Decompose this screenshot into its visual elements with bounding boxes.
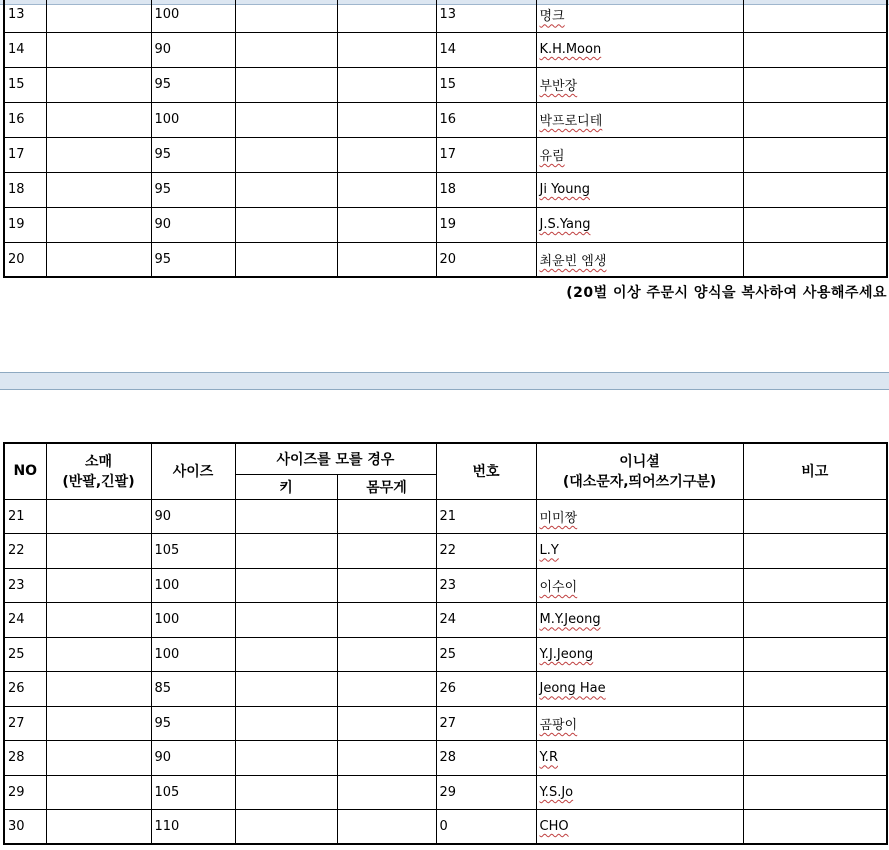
initial-text: CHO [539,819,569,834]
cell-body[interactable] [337,67,436,102]
cell-size[interactable]: 100 [151,102,235,137]
cell-size[interactable]: 105 [151,775,235,810]
header-initial-line2: (대소문자,띄어쓰기구분) [562,474,717,491]
cell-size[interactable]: 100 [151,603,235,638]
cell-sleeve[interactable] [46,67,151,102]
cell-height[interactable] [235,137,337,172]
table-row [4,568,887,603]
table-row [4,706,887,741]
cell-size[interactable]: 95 [151,706,235,741]
cell-size[interactable]: 95 [151,172,235,207]
initial-text: 명크 [539,9,565,25]
table-row [4,637,887,672]
cell-note[interactable] [743,534,887,569]
cell-sleeve[interactable] [46,672,151,707]
cell-height[interactable] [235,810,337,845]
table-row [4,102,887,137]
initial-text: 최윤빈 엠생 [539,253,607,269]
cell-no[interactable]: 16 [4,102,46,137]
cell-initial[interactable] [536,172,743,207]
cell-body[interactable] [337,706,436,741]
table-row [4,32,887,67]
cell-number[interactable]: 26 [436,672,536,707]
cell-number[interactable]: 22 [436,534,536,569]
cell-height[interactable] [235,32,337,67]
cell-no[interactable]: 25 [4,637,46,672]
cell-size[interactable]: 100 [151,0,235,32]
cell-note[interactable] [743,102,887,137]
cell-initial[interactable] [536,499,743,534]
cell-body[interactable] [337,534,436,569]
cell-height[interactable] [235,0,337,32]
cell-number[interactable]: 23 [436,568,536,603]
cell-note[interactable] [743,67,887,102]
cell-size[interactable]: 90 [151,32,235,67]
cell-height[interactable] [235,534,337,569]
cell-body[interactable] [337,102,436,137]
cell-sleeve[interactable] [46,102,151,137]
cell-sleeve[interactable] [46,706,151,741]
cell-sleeve[interactable] [46,137,151,172]
header-sleeve[interactable] [46,443,151,499]
cell-sleeve[interactable] [46,207,151,242]
cell-body[interactable] [337,32,436,67]
copy-form-note: (20벌 이상 주문시 양식을 복사하여 사용해주세요 [566,285,887,301]
table-row [4,499,887,534]
cell-size[interactable]: 100 [151,637,235,672]
cell-sleeve[interactable] [46,741,151,776]
header-unknown-size[interactable]: 사이즈를 모를 경우 [235,443,436,474]
cell-initial[interactable] [536,810,743,845]
cell-no[interactable]: 28 [4,741,46,776]
cell-no[interactable]: 19 [4,207,46,242]
table-row [4,67,887,102]
cell-size[interactable]: 100 [151,568,235,603]
order-table-top-body [4,0,887,277]
initial-text: 이수이 [539,579,578,595]
table-row [4,0,887,32]
header-no[interactable]: NO [4,443,46,499]
header-number[interactable]: 번호 [436,443,536,499]
cell-body[interactable] [337,810,436,845]
cell-initial[interactable] [536,603,743,638]
cell-no[interactable]: 17 [4,137,46,172]
cell-initial[interactable] [536,534,743,569]
cell-body[interactable] [337,603,436,638]
cell-note[interactable] [743,172,887,207]
cell-initial[interactable] [536,775,743,810]
cell-no[interactable]: 24 [4,603,46,638]
cell-number[interactable]: 13 [436,0,536,32]
cell-height[interactable] [235,172,337,207]
header-note[interactable]: 비고 [743,443,887,499]
cell-number[interactable]: 25 [436,637,536,672]
cell-number[interactable]: 16 [436,102,536,137]
cell-note[interactable] [743,137,887,172]
cell-number[interactable]: 28 [436,741,536,776]
initial-text: 유림 [539,149,565,164]
cell-height[interactable] [235,568,337,603]
cell-height[interactable] [235,706,337,741]
cell-initial[interactable] [536,741,743,776]
cell-number[interactable]: 27 [436,706,536,741]
cell-size[interactable]: 105 [151,534,235,569]
cell-number[interactable]: 24 [436,603,536,638]
cell-number[interactable]: 21 [436,499,536,534]
cell-initial[interactable] [536,102,743,137]
cell-size[interactable]: 90 [151,741,235,776]
table-row [4,207,887,242]
table-row [4,137,887,172]
initial-text: 박프로디테 [539,114,603,129]
cell-note[interactable] [743,672,887,707]
cell-body[interactable] [337,741,436,776]
header-sleeve-line2: (반팔,긴팔) [62,474,135,491]
order-table-bottom [3,442,888,845]
cell-body[interactable] [337,0,436,32]
header-height[interactable]: 키 [235,474,337,499]
cell-no[interactable]: 23 [4,568,46,603]
cell-height[interactable] [235,672,337,707]
cell-body[interactable] [337,568,436,603]
cell-body[interactable] [337,672,436,707]
cell-body[interactable] [337,775,436,810]
cell-height[interactable] [235,775,337,810]
cell-height[interactable] [235,67,337,102]
initial-text: J.S.Yang [539,217,591,232]
cell-note[interactable] [743,741,887,776]
header-weight[interactable]: 몸무게 [337,474,436,499]
cell-body[interactable] [337,242,436,277]
table-row [4,741,887,776]
table-row [4,242,887,277]
cell-height[interactable] [235,242,337,277]
cell-size[interactable]: 85 [151,672,235,707]
table-row [4,672,887,707]
cell-note[interactable] [743,706,887,741]
cell-no[interactable]: 29 [4,775,46,810]
cell-height[interactable] [235,499,337,534]
table-row [4,603,887,638]
cell-no[interactable]: 27 [4,706,46,741]
cell-number[interactable]: 19 [436,207,536,242]
initial-text: L.Y [539,543,559,559]
cell-sleeve[interactable] [46,603,151,638]
cell-no[interactable]: 21 [4,499,46,534]
cell-sleeve[interactable] [46,32,151,67]
cell-sleeve[interactable] [46,534,151,569]
cell-number[interactable]: 29 [436,775,536,810]
cell-size[interactable]: 110 [151,810,235,845]
order-table-top [3,0,888,278]
cell-no[interactable]: 30 [4,810,46,845]
header-initial[interactable] [536,443,743,499]
cell-note[interactable] [743,775,887,810]
cell-initial[interactable] [536,706,743,741]
cell-body[interactable] [337,499,436,534]
cell-no[interactable]: 13 [4,0,46,32]
cell-sleeve[interactable] [46,499,151,534]
initial-text: Jeong Hae [539,681,606,697]
cell-initial[interactable] [536,0,743,32]
cell-note[interactable] [743,637,887,672]
cell-sleeve[interactable] [46,0,151,32]
cell-number[interactable]: 15 [436,67,536,102]
cell-note[interactable] [743,0,887,32]
cell-number[interactable]: 14 [436,32,536,67]
order-table-bottom-body [4,499,887,844]
initial-text: Y.S.Jo [539,784,574,800]
cell-number[interactable]: 17 [436,137,536,172]
initial-text: M.Y.Jeong [539,612,601,628]
cell-note[interactable] [743,32,887,67]
section-separator-band [0,372,889,390]
cell-sleeve[interactable] [46,172,151,207]
cell-body[interactable] [337,637,436,672]
initial-text: 부반장 [539,79,578,94]
cell-no[interactable]: 15 [4,67,46,102]
cell-sleeve[interactable] [46,810,151,845]
cell-size[interactable]: 95 [151,242,235,277]
cell-initial[interactable] [536,32,743,67]
cell-note[interactable] [743,499,887,534]
cell-size[interactable]: 90 [151,207,235,242]
cell-height[interactable] [235,741,337,776]
table-row [4,534,887,569]
cell-number[interactable]: 0 [436,810,536,845]
cell-no[interactable]: 18 [4,172,46,207]
cell-note[interactable] [743,603,887,638]
cell-no[interactable]: 14 [4,32,46,67]
cell-no[interactable]: 20 [4,242,46,277]
cell-no[interactable]: 22 [4,534,46,569]
cell-sleeve[interactable] [46,568,151,603]
cell-body[interactable] [337,137,436,172]
cell-body[interactable] [337,207,436,242]
cell-number[interactable]: 18 [436,172,536,207]
cell-sleeve[interactable] [46,637,151,672]
cell-size[interactable]: 95 [151,137,235,172]
header-size[interactable]: 사이즈 [151,443,235,499]
cell-no[interactable]: 26 [4,672,46,707]
cell-sleeve[interactable] [46,775,151,810]
cell-initial[interactable] [536,67,743,102]
cell-initial[interactable] [536,207,743,242]
cell-size[interactable]: 90 [151,499,235,534]
cell-initial[interactable] [536,568,743,603]
cell-sleeve[interactable] [46,242,151,277]
table-row [4,172,887,207]
cell-height[interactable] [235,637,337,672]
initial-text: Y.R [539,750,558,766]
initial-text: K.H.Moon [539,42,602,57]
cell-height[interactable] [235,207,337,242]
table-row [4,810,887,845]
header-initial-line1: 이니셜 [619,454,660,471]
cell-number[interactable]: 20 [436,242,536,277]
cell-initial[interactable] [536,137,743,172]
cell-initial[interactable] [536,242,743,277]
cell-height[interactable] [235,102,337,137]
initial-text: 곰팡이 [539,717,578,733]
initial-text: Y.J.Jeong [539,646,594,662]
table-row [4,775,887,810]
header-sleeve-line1: 소매 [84,454,113,471]
cell-note[interactable] [743,568,887,603]
cell-initial[interactable] [536,672,743,707]
cell-height[interactable] [235,603,337,638]
cell-size[interactable]: 95 [151,67,235,102]
cell-note[interactable] [743,207,887,242]
cell-body[interactable] [337,172,436,207]
cell-initial[interactable] [536,637,743,672]
cell-note[interactable] [743,810,887,845]
cell-note[interactable] [743,242,887,277]
initial-text: 미미짱 [539,510,578,526]
initial-text: Ji Young [539,182,590,197]
